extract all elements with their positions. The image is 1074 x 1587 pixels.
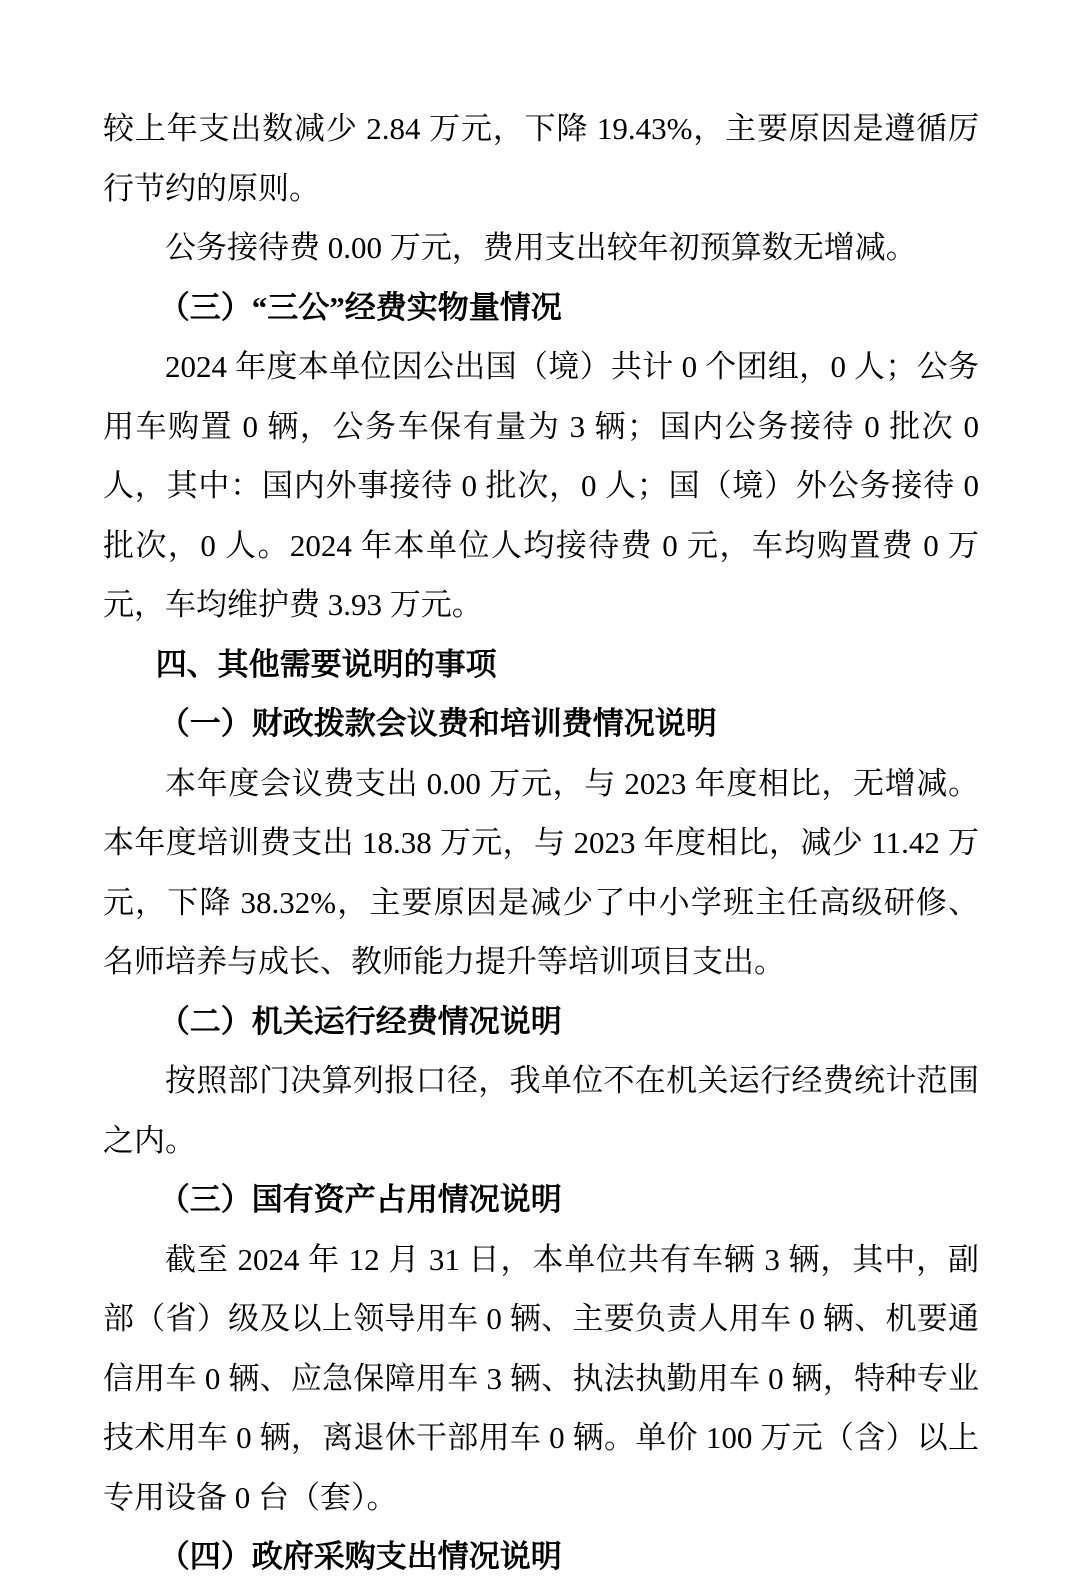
document-content	[103, 99, 979, 1587]
section-heading: （一）财政拨款会议费和培训费情况说明	[158, 706, 717, 741]
paragraph: 2024 年度本单位因公出国（境）共计 0 个团组，0 人；公务用车购置 0 辆，公务车保有量为 3 辆；国内公务接待 0 批次 0 人，其中：国内外事接待 0 批次，0 人；国（境）外公务接待 0 批次，0 人。2024 年本单位人均接待费 0 元，车均购置费 0 万元，车均维护费 3.93 万元。	[103, 349, 979, 622]
paragraph: 较上年支出数减少 2.84 万元，下降 19.43%，主要原因是遵循厉行节约的原则。	[103, 111, 979, 206]
paragraph: 按照部门决算列报口径，我单位不在机关运行经费统计范围之内。	[103, 1063, 979, 1158]
section-heading: 四、其他需要说明的事项	[155, 646, 497, 682]
section-heading: （三）国有资产占用情况说明	[158, 1182, 562, 1217]
paragraph: 本年度会议费支出 0.00 万元，与 2023 年度相比，无增减。本年度培训费支出 18.38 万元，与 2023 年度相比，减少 11.42 万元，下降 38.32%，主要原因是减少了中小学班主任高级研修、名师培养与成长、教师能力提升等培训项目支出。	[103, 765, 979, 979]
section-heading: （三）“三公”经费实物量情况	[158, 289, 562, 325]
paragraph: 公务接待费 0.00 万元，费用支出较年初预算数无增减。	[165, 230, 917, 265]
section-heading: （四）政府采购支出情况说明	[158, 1539, 562, 1574]
paragraph: 截至 2024 年 12 月 31 日，本单位共有车辆 3 辆，其中，副部（省）级及以上领导用车 0 辆、主要负责人用车 0 辆、机要通信用车 0 辆、应急保障用车 3 辆、执法执勤用车 0 辆，特种专业技术用车 0 辆，离退休干部用车 0 辆。单价 100 万元（含）以上专用设备 0 台（套）。	[103, 1241, 979, 1515]
section-heading: （二）机关运行经费情况说明	[158, 1003, 562, 1039]
